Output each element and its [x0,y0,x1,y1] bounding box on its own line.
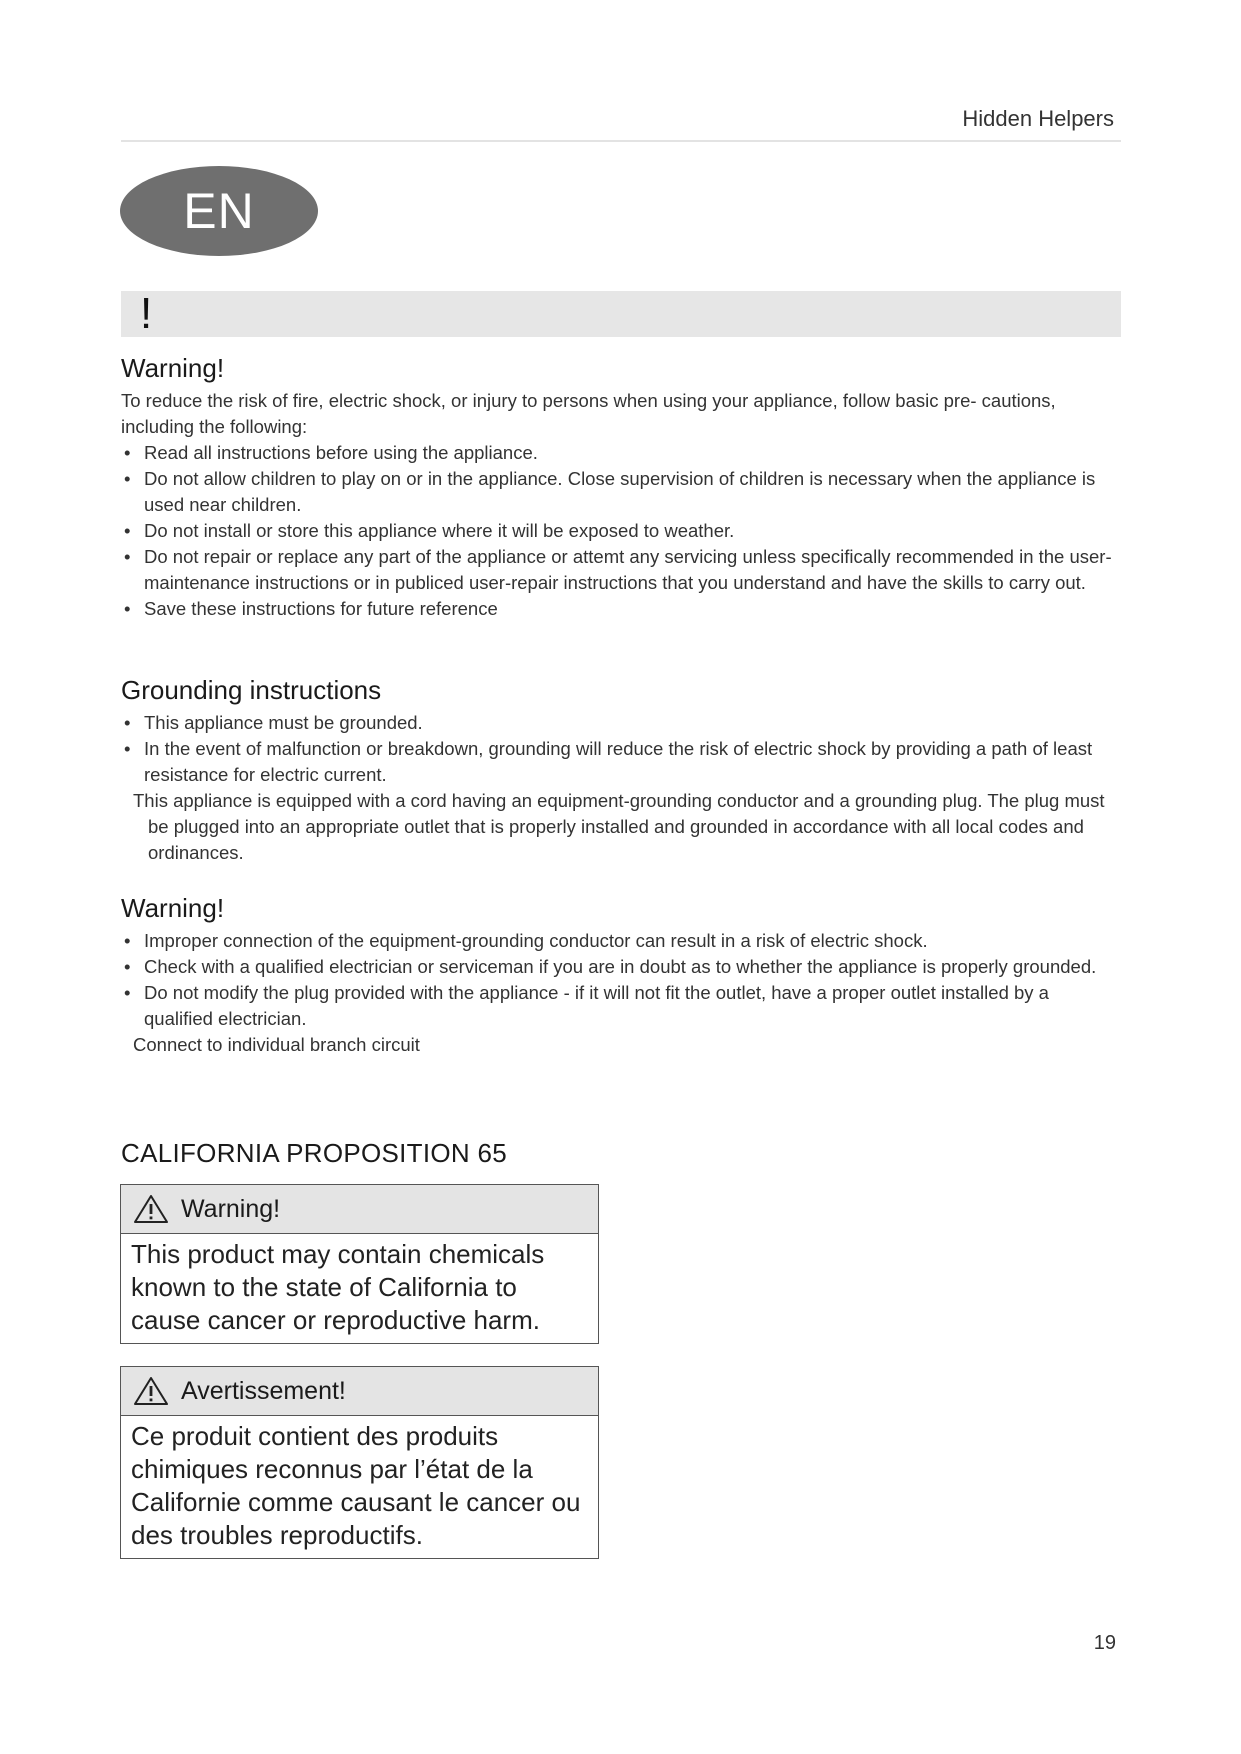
prop65-avertissement-header [121,1367,598,1416]
running-header: Hidden Helpers [962,106,1114,131]
list-item: • Check with a qualified electrician or serviceman if you are in doubt as to whether the appliance is properly grounded. [124,956,1097,977]
prop65-warning-header [121,1185,598,1234]
prop65-title: CALIFORNIA PROPOSITION 65 [121,1138,508,1168]
warning-triangle-icon [133,1376,169,1406]
warning-intro: To reduce the risk of fire, electric shock, or injury to persons when using your appliance, follow basic pre- cautions, including the following: [121,390,1056,437]
branch-circuit-note: Connect to individual branch circuit [133,1034,420,1055]
warning-section-2 [121,892,1121,1058]
list-item: • Do not modify the plug provided with the appliance - if it will not fit the outlet, have a proper outlet installed by a qualified electrician. [124,982,1049,1029]
list-item: • Do not allow children to play on or in the appliance. Close supervision of children is necessary when the appliance is used near children. [124,468,1096,515]
list-item: • Read all instructions before using the appliance. [124,442,538,463]
prop65-warning-box [120,1184,599,1344]
prop65-avertissement-text: Ce produit contient des produits chimiques reconnus par l’état de la Californie comme causant le cancer ou des troubles reproductifs. [131,1421,581,1550]
list-item: • Do not install or store this appliance where it will be exposed to weather. [124,520,735,541]
list-item: • Save these instructions for future reference [124,598,498,619]
exclamation-icon: ! [140,289,153,338]
list-item: • This appliance must be grounded. [124,712,423,733]
grounding-section [121,674,1121,866]
warning-triangle-icon [133,1194,169,1224]
language-badge: EN [120,166,318,256]
prop65-warning-heading: Warning! [181,1194,281,1223]
alert-bar [121,291,1121,337]
header-divider [121,140,1121,142]
grounding-list [121,710,1121,788]
list-item: • In the event of malfunction or breakdown, grounding will reduce the risk of electric shock by providing a path of least resistance for electric current. [124,738,1093,785]
prop65-warning-text: This product may contain chemicals known to the state of California to cause cancer or reproductive harm. [131,1239,545,1335]
page-number: 19 [1093,1632,1116,1654]
list-item: • Do not repair or replace any part of the appliance or attemt any servicing unless specifically recommended in the user-maintenance instructions or in publiced user-repair instructions that you understand and have the skills to carry out. [124,546,1112,593]
warning-list-2 [121,928,1121,1032]
prop65-avertissement-heading: Avertissement! [181,1376,346,1405]
warning-list [121,440,1121,622]
warning-section [121,352,1121,622]
grounding-heading: Grounding instructions [121,675,382,705]
warning-heading-2: Warning! [121,893,225,923]
list-item: • Improper connection of the equipment-grounding conductor can result in a risk of electric shock. [124,930,928,951]
grounding-paragraph: This appliance is equipped with a cord having an equipment-grounding conductor and a grounding plug. The plug must be plugged into an appropriate outlet that is properly installed and grounded in accordance with all local codes and ordinances. [133,790,1105,863]
warning-heading: Warning! [121,353,225,383]
prop65-avertissement-box [120,1366,599,1559]
